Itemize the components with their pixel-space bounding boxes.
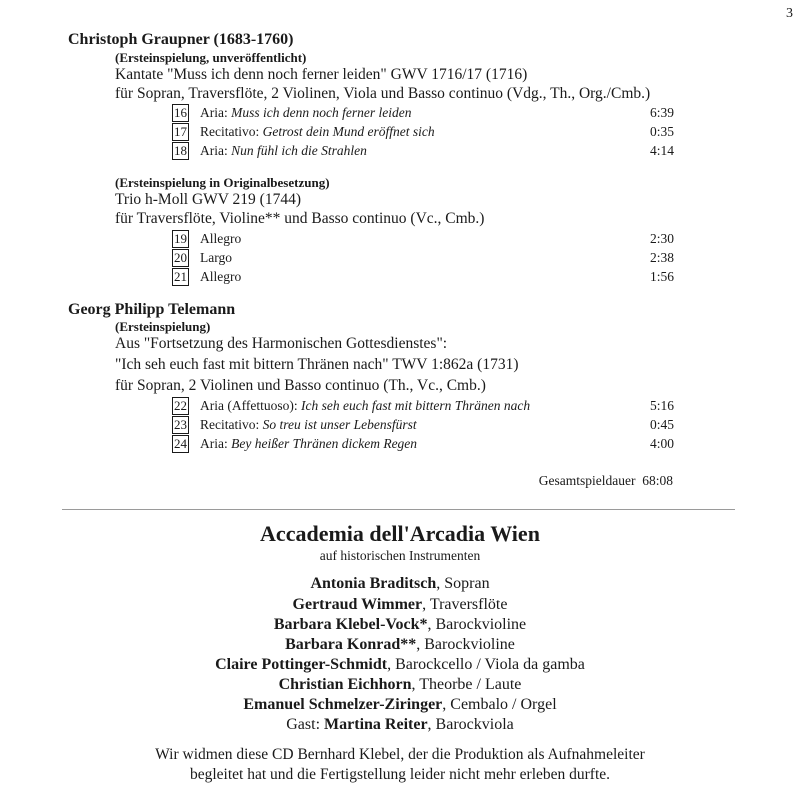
recording-note: (Ersteinspielung, unveröffentlicht)	[115, 50, 307, 65]
total-duration	[539, 473, 673, 489]
total-value: 68:08	[642, 473, 673, 488]
dedication-line: begleitet hat und die Fertigstellung leider nicht mehr erleben durfte.	[189, 766, 611, 783]
track-number: 20	[174, 250, 187, 265]
page-number: 3	[786, 6, 793, 21]
track-row	[172, 397, 674, 415]
track-form: Recitativo:	[200, 124, 263, 139]
track-form: Aria:	[200, 143, 232, 158]
track-form: Aria:	[200, 436, 232, 451]
track-incipit: Muss ich denn noch ferner leiden	[231, 105, 412, 120]
performer-name: Barbara Konrad**	[285, 636, 417, 653]
work-scoring: für Sopran, 2 Violinen und Basso continuo (Th., Vc., Cmb.)	[115, 377, 486, 394]
track-duration: 0:45	[649, 417, 674, 432]
performer-role: , Sopran	[436, 575, 490, 592]
performer-name: Emanuel Schmelzer-Ziringer	[243, 696, 443, 713]
track-title: Allegro	[200, 269, 242, 284]
guest-prefix: Gast:	[286, 716, 325, 733]
track-number: 24	[174, 436, 187, 451]
track-duration: 4:14	[649, 143, 674, 158]
track-duration: 2:30	[649, 231, 674, 246]
track-number: 23	[174, 417, 187, 432]
track-duration: 1:56	[649, 269, 674, 284]
recording-note: (Ersteinspielung in Originalbesetzung)	[115, 175, 330, 190]
track-row	[172, 123, 674, 141]
track-form: Recitativo:	[200, 417, 263, 432]
performer-line	[0, 636, 800, 654]
ensemble-name: Accademia dell'Arcadia Wien	[260, 521, 540, 546]
track-row	[172, 435, 674, 453]
track-title	[200, 143, 367, 159]
performer-role: , Theorbe / Laute	[411, 676, 522, 693]
track-row	[172, 249, 674, 267]
performer-name: Antonia Braditsch	[310, 575, 437, 592]
track-row	[172, 230, 674, 248]
performer-name: Claire Pottinger-Schmidt	[215, 656, 388, 673]
performer-name: Martina Reiter	[324, 716, 428, 733]
performer-line	[0, 716, 800, 734]
dedication-line: Wir widmen diese CD Bernhard Klebel, der die Produktion als Aufnahmeleiter	[155, 746, 645, 763]
track-duration: 4:00	[649, 436, 674, 451]
work-scoring: für Sopran, Traversflöte, 2 Violinen, Viola und Basso continuo (Vdg., Th., Org./Cmb.)	[115, 85, 651, 102]
performer-line	[0, 616, 800, 634]
performer-role: , Barockviola	[427, 716, 514, 733]
work-title: Kantate "Muss ich denn noch ferner leiden" GWV 1716/17 (1716)	[115, 66, 528, 83]
composer-heading: Christoph Graupner (1683-1760)	[68, 31, 294, 48]
track-title	[200, 105, 411, 121]
track-number: 17	[174, 124, 187, 139]
performer-role: , Barockvioline	[416, 636, 515, 653]
performer-line	[0, 656, 800, 674]
track-number: 19	[174, 231, 187, 246]
track-row	[172, 416, 674, 434]
track-row	[172, 104, 674, 122]
work-source: Aus "Fortsetzung des Harmonischen Gottesdienstes":	[115, 335, 448, 352]
work-scoring: für Traversflöte, Violine** und Basso continuo (Vc., Cmb.)	[115, 210, 485, 227]
work-title: "Ich seh euch fast mit bittern Thränen nach" TWV 1:862a (1731)	[115, 356, 519, 373]
track-title	[200, 436, 417, 452]
track-incipit: Getrost dein Mund eröffnet sich	[262, 124, 435, 139]
performer-name: Barbara Klebel-Vock*	[273, 616, 428, 633]
track-incipit: Nun fühl ich die Strahlen	[231, 143, 367, 158]
track-duration: 2:38	[649, 250, 674, 265]
track-number: 18	[174, 143, 187, 158]
track-form: Aria:	[200, 105, 232, 120]
track-duration: 6:39	[649, 105, 674, 120]
total-label: Gesamtspieldauer	[538, 473, 636, 488]
track-title	[200, 124, 435, 140]
track-number: 16	[174, 105, 187, 120]
performer-name: Christian Eichhorn	[278, 676, 412, 693]
composer-heading: Georg Philipp Telemann	[68, 301, 236, 318]
performer-line	[0, 596, 800, 614]
performer-role: , Barockcello / Viola da gamba	[387, 656, 585, 673]
performer-role: , Barockvioline	[427, 616, 527, 633]
track-incipit: Bey heißer Thränen dickem Regen	[231, 436, 418, 451]
performer-line	[0, 676, 800, 694]
track-incipit: Ich seh euch fast mit bittern Thränen nach	[300, 398, 531, 413]
performer-role: , Traversflöte	[422, 596, 508, 613]
track-incipit: So treu ist unser Lebensfürst	[262, 417, 417, 432]
track-duration: 5:16	[649, 398, 674, 413]
track-row	[172, 142, 674, 160]
recording-note: (Ersteinspielung)	[115, 319, 211, 334]
track-number: 22	[174, 398, 187, 413]
track-title: Largo	[200, 250, 232, 265]
track-title: Allegro	[200, 231, 242, 246]
performer-line	[0, 575, 800, 593]
performer-name: Gertraud Wimmer	[292, 596, 423, 613]
divider	[62, 509, 735, 510]
track-number: 21	[174, 269, 187, 284]
performer-role: , Cembalo / Orgel	[442, 696, 557, 713]
work-title: Trio h-Moll GWV 219 (1744)	[115, 191, 302, 208]
track-row	[172, 268, 674, 286]
track-title	[200, 398, 530, 414]
track-title	[200, 417, 417, 433]
performer-line	[0, 696, 800, 714]
track-duration: 0:35	[649, 124, 674, 139]
ensemble-subtitle: auf historischen Instrumenten	[319, 548, 481, 563]
track-form: Aria (Affettuoso):	[200, 398, 301, 413]
